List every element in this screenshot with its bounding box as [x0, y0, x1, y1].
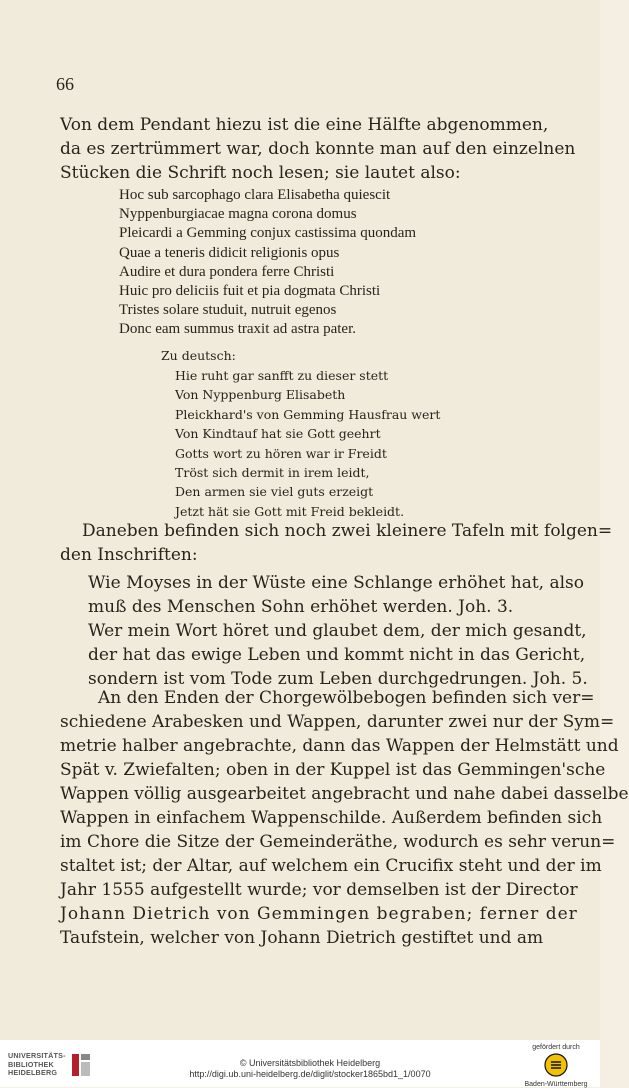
paragraph-tablets: [60, 519, 613, 567]
viewer-footer: [0, 1040, 600, 1087]
german-line: Hie ruht gar sanfft zu dieser stett: [175, 368, 389, 383]
latin-line: Nyppenburgiacae magna corona domus: [119, 206, 357, 223]
latin-line: Donc eam summus traxit ad astra pater.: [119, 321, 357, 338]
latin-line: Audire et dura pondera ferre Christi: [119, 263, 335, 280]
text-line: An den Enden der Chorgewölbebogen befinden sich ver=: [98, 688, 595, 708]
german-line: Den armen sie viel guts erzeigt: [175, 484, 374, 500]
german-line: Von Kindtauf hat sie Gott geehrt: [175, 426, 381, 442]
latin-line: Tristes solare studuit, nutruit egenos: [119, 302, 337, 319]
text-line: schiedene Arabesken und Wappen, darunter zwei nur der Sym=: [60, 712, 615, 732]
german-line: Gotts wort zu hören war ir Freidt: [175, 445, 387, 461]
text-line: Taufstein, welcher von Johann Dietrich gestiftet und am: [60, 928, 544, 948]
text-line: Wappen in einfachem Wappenschilde. Außerdem befinden sich: [60, 808, 603, 828]
text-line: da es zertrümmert war, doch konnte man auf den einzelnen: [60, 139, 576, 159]
page-number: 66: [56, 74, 74, 94]
text-line: sondern ist vom Tode zum Leben durchgedrungen. Joh. 5.: [88, 669, 588, 689]
text-line: Wie Moyses in der Wüste eine Schlange erhöhet hat, also: [88, 573, 585, 593]
paragraph-inscription-1: [60, 571, 585, 619]
library-name: UNIVERSITÄTS- BIBLIOTHEK HEIDELBERG: [8, 1051, 66, 1077]
funder-logo[interactable]: [520, 1044, 592, 1088]
german-line: Pleickhard's von Gemming Hausfrau wert: [175, 406, 441, 422]
text-line: Wer mein Wort höret und glaubet dem, der mich gesandt,: [88, 621, 587, 641]
paragraph-intro: [60, 113, 576, 185]
copyright-text: © Universitätsbibliothek Heidelberg: [239, 1058, 381, 1068]
text-line: Spät v. Zwiefalten; oben in der Kuppel ist das Gemmingen'sche: [60, 760, 606, 780]
funder-name: Baden-Württemberg: [524, 1081, 588, 1088]
latin-line: Pleicardi a Gemming conjux castissima quondam: [119, 225, 417, 242]
german-line: Von Nyppenburg Elisabeth: [175, 387, 346, 403]
german-line: Jetzt hät sie Gott mit Freid bekleidt.: [175, 503, 405, 519]
text-line: metrie halber angebrachte, dann das Wappen der Helmstätt und: [60, 736, 619, 756]
german-translation: [175, 366, 440, 521]
text-line: Von dem Pendant hiezu ist die eine Hälfte abgenommen,: [60, 115, 549, 135]
text-line: Jahr 1555 aufgestellt wurde; vor demselben ist der Director: [60, 880, 578, 900]
text-line: Daneben befinden sich noch zwei kleinere Tafeln mit folgen=: [82, 521, 613, 541]
library-logo[interactable]: [8, 1052, 92, 1078]
latin-line: Quae a teneris didicit religionis opus: [119, 244, 340, 261]
latin-inscription: [119, 186, 416, 340]
funded-by-label: gefördert durch: [532, 1044, 580, 1051]
german-line: Tröst sich dermit in irem leidt,: [175, 465, 370, 481]
text-line: den Inschriften:: [60, 545, 198, 565]
latin-line: Huic pro deliciis fuit et pia dogmata Christi: [119, 283, 381, 300]
library-emblem-icon: [70, 1052, 92, 1078]
paragraph-arabesques: [60, 686, 629, 950]
text-line: Johann Dietrich von Gemmingen begraben; ferner der: [60, 904, 578, 924]
text-line: Stücken die Schrift noch lesen; sie lautet also:: [60, 163, 461, 183]
text-line: der hat das ewige Leben und kommt nicht in das Gericht,: [88, 645, 586, 665]
paragraph-inscription-2: [60, 619, 588, 691]
text-line: staltet ist; der Altar, auf welchem ein Crucifix steht und der im: [60, 856, 602, 876]
text-line: Wappen völlig ausgearbeitet angebracht und nahe dabei dasselbe: [60, 784, 629, 804]
source-url[interactable]: http://digi.ub.uni-heidelberg.de/diglit/stocker1865bd1_1/0070: [189, 1069, 431, 1079]
latin-line: Hoc sub sarcophago clara Elisabetha quiescit: [119, 187, 391, 203]
copyright-block: [160, 1058, 460, 1080]
text-line: muß des Menschen Sohn erhöhet werden. Joh. 3.: [88, 597, 514, 617]
translation-heading: Zu deutsch:: [161, 348, 236, 363]
text-line: im Chore die Sitze der Gemeinderäthe, wodurch es sehr verun=: [60, 832, 616, 852]
baden-wuerttemberg-emblem-icon: [544, 1053, 568, 1077]
